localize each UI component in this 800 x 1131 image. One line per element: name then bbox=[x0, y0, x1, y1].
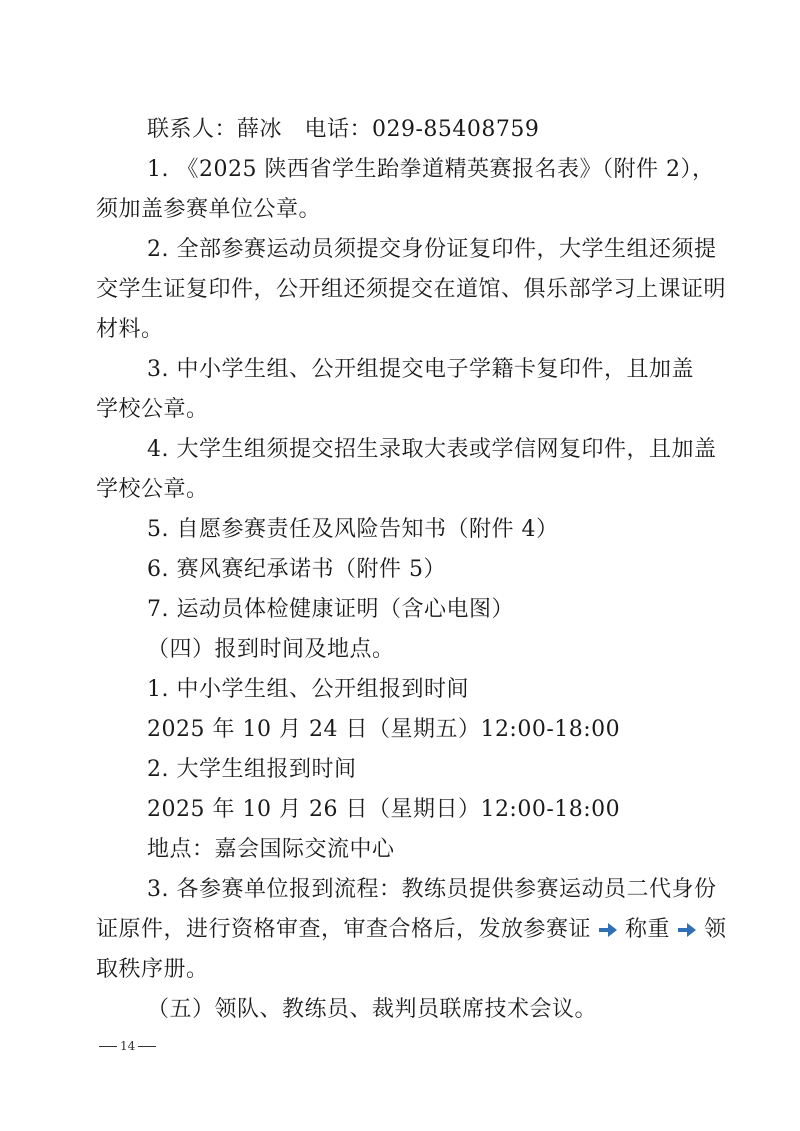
item-2-line-1: 2. 全部参赛运动员须提交身份证复印件，大学生组还须提 bbox=[147, 237, 717, 262]
right-arrow-icon bbox=[676, 922, 698, 938]
contact-line: 联系人：薛冰 电话：029-85408759 bbox=[147, 117, 540, 142]
item-1-line-2: 须加盖参赛单位公章。 bbox=[96, 197, 322, 222]
footer-dash-right bbox=[138, 1046, 156, 1047]
item-4-line-2: 学校公章。 bbox=[96, 477, 209, 502]
checkin-2-time: 2025 年 10 月 26 日（星期日）12:00-18:00 bbox=[147, 797, 621, 822]
item-2-line-2: 交学生证复印件，公开组还须提交在道馆、俱乐部学习上课证明 bbox=[96, 277, 727, 302]
item-1-line-1: 1. 《2025 陕西省学生跆拳道精英赛报名表》（附件 2）， bbox=[147, 157, 715, 182]
process-line-3: 取秩序册。 bbox=[96, 957, 209, 982]
right-arrow-icon bbox=[597, 922, 619, 938]
item-7-line: 7. 运动员体检健康证明（含心电图） bbox=[147, 597, 514, 622]
checkin-1-title: 1. 中小学生组、公开组报到时间 bbox=[147, 677, 469, 702]
footer-dash-left bbox=[99, 1046, 117, 1047]
process-line-1: 3. 各参赛单位报到流程：教练员提供参赛运动员二代身份 bbox=[147, 877, 717, 902]
item-3-line-2: 学校公章。 bbox=[96, 397, 209, 422]
section-4-heading: （四）报到时间及地点。 bbox=[147, 637, 395, 662]
item-5-line: 5. 自愿参赛责任及风险告知书（附件 4） bbox=[147, 517, 559, 542]
weigh-in-text: 称重 bbox=[625, 917, 671, 942]
checkin-1-time: 2025 年 10 月 24 日（星期五）12:00-18:00 bbox=[147, 717, 621, 742]
item-3-line-1: 3. 中小学生组、公开组提交电子学籍卡复印件，且加盖 bbox=[147, 357, 694, 382]
checkin-2-title: 2. 大学生组报到时间 bbox=[147, 757, 357, 782]
item-2-line-3: 材料。 bbox=[96, 317, 164, 342]
item-4-line-1: 4. 大学生组须提交招生录取大表或学信网复印件，且加盖 bbox=[147, 437, 717, 462]
page-footer bbox=[96, 1038, 159, 1054]
item-6-line: 6. 赛风赛纪承诺书（附件 5） bbox=[147, 557, 446, 582]
page-number: 14 bbox=[120, 1039, 136, 1053]
collect-text: 领 bbox=[704, 917, 727, 942]
section-5-heading: （五）领队、教练员、裁判员联席技术会议。 bbox=[147, 997, 598, 1022]
process-text: 证原件，进行资格审查，审查合格后，发放参赛证 bbox=[96, 917, 592, 942]
process-line-2 bbox=[96, 910, 727, 950]
venue-line: 地点：嘉会国际交流中心 bbox=[147, 837, 395, 862]
